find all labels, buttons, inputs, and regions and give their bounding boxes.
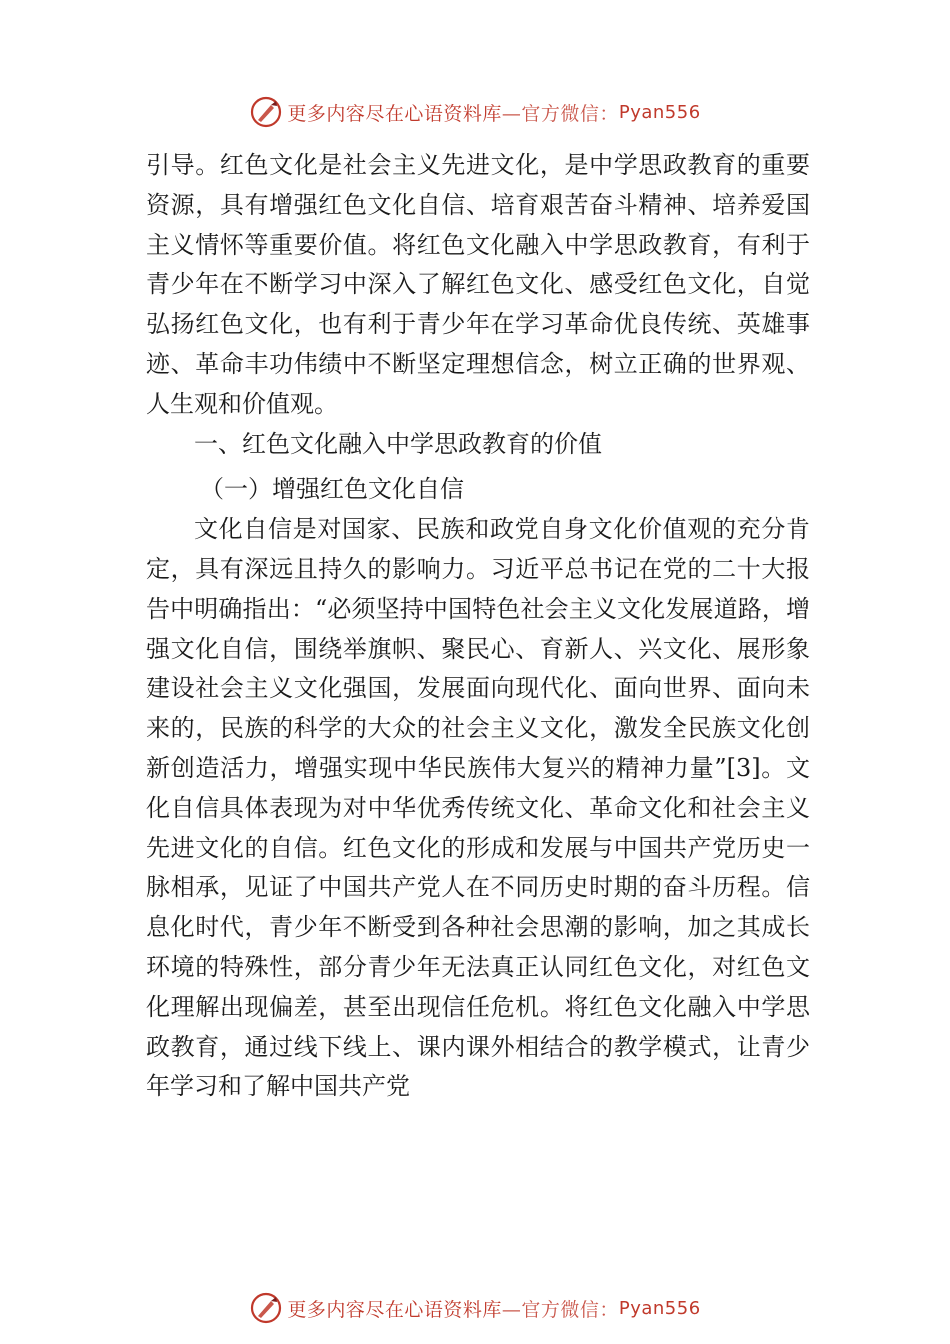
watermark-sub-text: —官方微信： xyxy=(501,1298,619,1321)
quill-logo-icon xyxy=(249,1291,283,1325)
watermark-sub-text: —官方微信： xyxy=(501,102,619,125)
body-paragraph-1: 引导。红色文化是社会主义先进文化，是中学思政教育的重要资源，具有增强红色文化自信、培育艰苦奋斗精神、培养爱国主义情怀等重要价值。将红色文化融入中学思政教育，有利于青少年在不断学习中深入了解红色文化、感受红色文化，自觉弘扬红色文化，也有利于青少年在学习革命优良传统、英雄事迹、革命丰功伟绩中不断坚定理想信念，树立正确的世界观、人生观和价值观。 xyxy=(146,151,810,418)
watermark-wechat-id: Pyan556 xyxy=(618,1297,701,1319)
footer-watermark xyxy=(0,1288,950,1328)
watermark-wechat-id: Pyan556 xyxy=(618,101,701,123)
watermark-main-text: 更多内容尽在心语资料库 xyxy=(287,102,502,125)
subsection-heading: （一）增强红色文化自信 xyxy=(200,475,464,504)
watermark-main-text: 更多内容尽在心语资料库 xyxy=(287,1298,502,1321)
header-watermark xyxy=(0,92,950,132)
body-paragraph-2: 文化自信是对国家、民族和政党自身文化价值观的充分肯定，具有深远且持久的影响力。习近平总书记在党的二十大报告中明确指出：“必须坚持中国特色社会主义文化发展道路，增强文化自信，围绕举旗帜、聚民心、育新人、兴文化、展形象建设社会主义文化强国，发展面向现代化、面向世界、面向未来的，民族的科学的大众的社会主义文化，激发全民族文化创新创造活力，增强实现中华民族伟大复兴的精神力量”[3]。文化自信具体表现为对中华优秀传统文化、革命文化和社会主义先进文化的自信。红色文化的形成和发展与中国共产党历史一脉相承，见证了中国共产党人在不同历史时期的奋斗历程。信息化时代，青少年不断受到各种社会思潮的影响，加之其成长环境的特殊性，部分青少年无法真正认同红色文化，对红色文化理解出现偏差，甚至出现信任危机。将红色文化融入中学思政教育，通过线下线上、课内课外相结合的教学模式，让青少年学习和了解中国共产党 xyxy=(146,515,810,1101)
document-body xyxy=(146,146,810,1107)
section-heading: 一、红色文化融入中学思政教育的价值 xyxy=(194,429,602,458)
quill-logo-icon xyxy=(249,95,283,129)
